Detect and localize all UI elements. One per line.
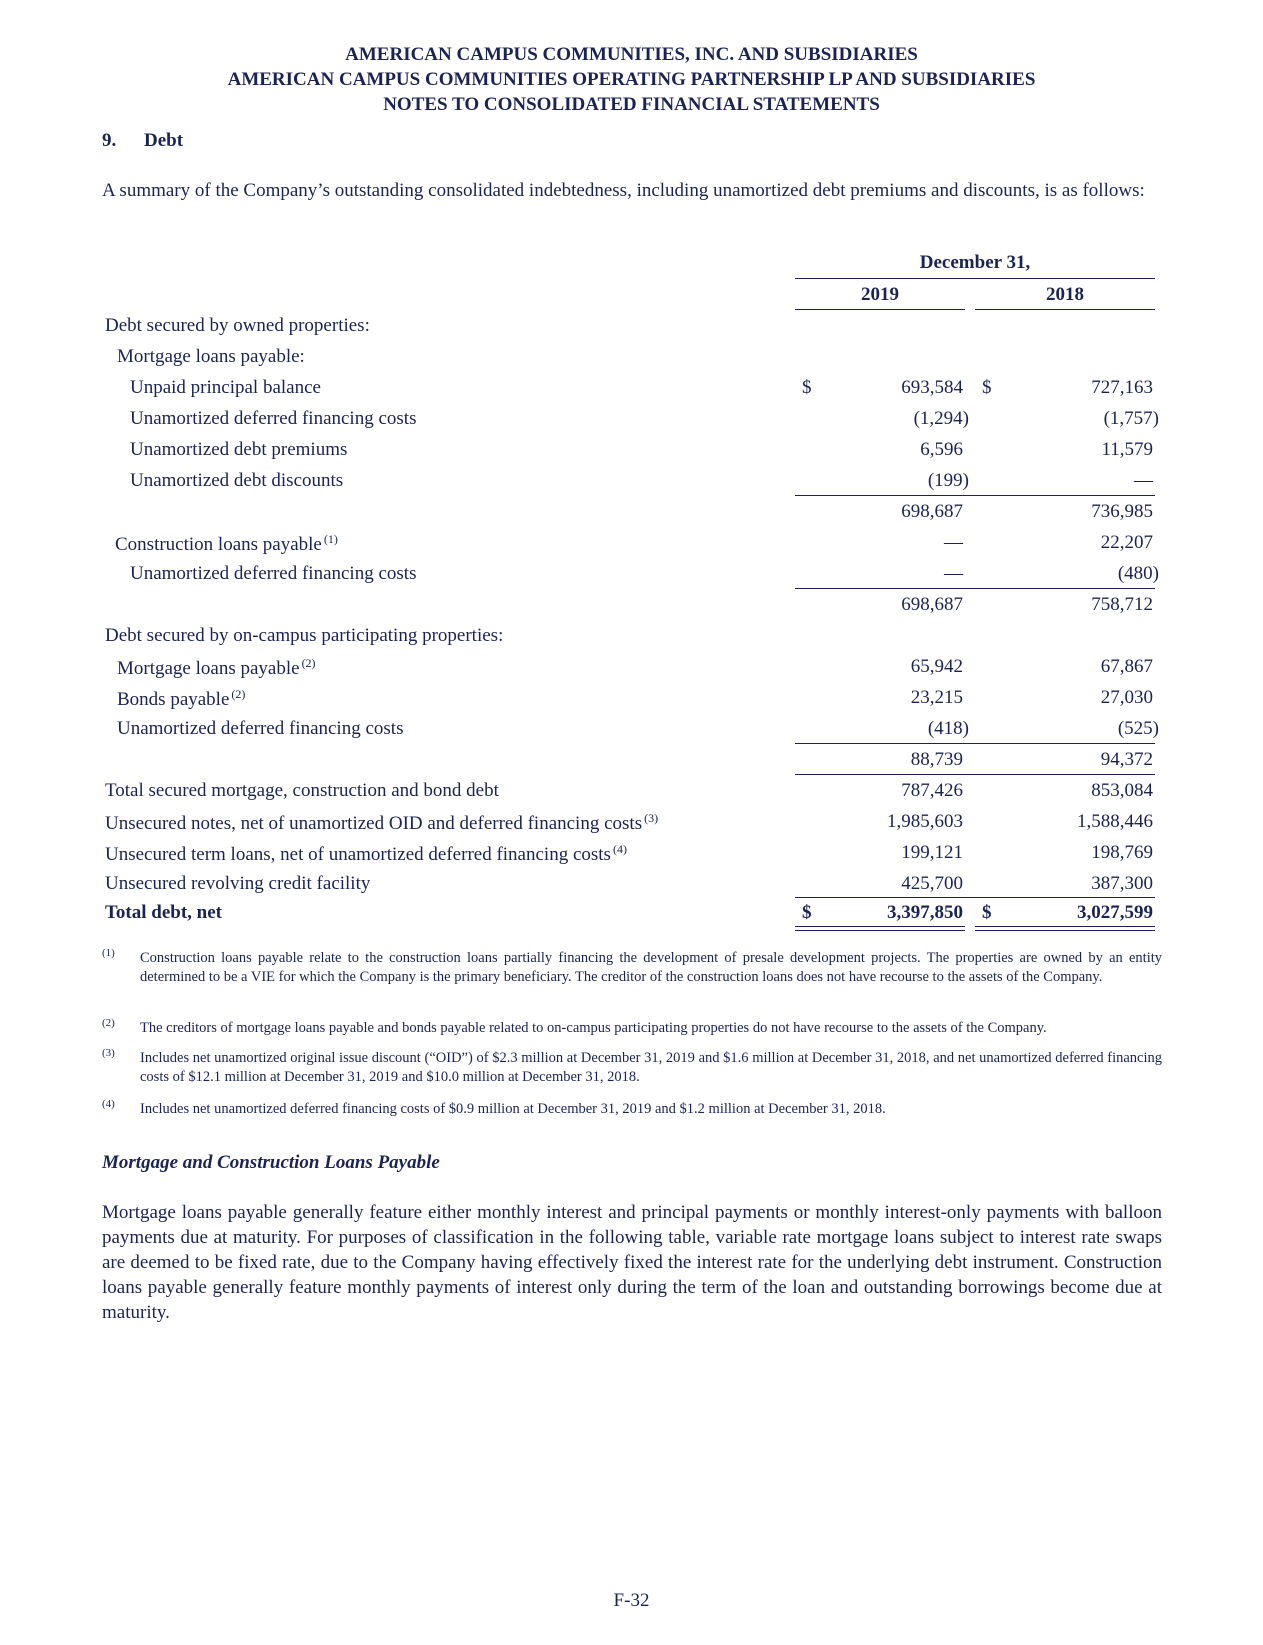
unamort-dfc-2-2018: (480) [1117, 563, 1159, 584]
currency-2019: $ [802, 377, 812, 398]
owned-heading: Debt secured by owned properties: [105, 315, 370, 336]
footnote-2-mark: (2) [102, 1017, 115, 1029]
unamort-premiums-2019: 6,596 [920, 439, 963, 460]
subtotal-rule [795, 495, 1155, 496]
footnote-1-mark: (1) [102, 947, 115, 959]
bonds-payable-label: Bonds payable $^{(2)}$ [117, 687, 246, 710]
revolver-label: Unsecured revolving credit facility [105, 873, 371, 894]
unsecured-term-2018: 198,769 [1091, 842, 1153, 863]
column-2018-rule [975, 309, 1155, 310]
unpaid-principal-2019: 693,584 [901, 377, 963, 398]
construction-loans-2018: 22,207 [1100, 532, 1153, 553]
period-header: December 31, [919, 252, 1031, 273]
intro-paragraph: A summary of the Company’s outstanding consolidated indebtedness, including unamortized debt premiums and discounts, is as follows: [102, 180, 1145, 201]
footnote-4-mark: (4) [102, 1098, 115, 1110]
section-number: 9. [102, 130, 117, 151]
period-header-rule [795, 278, 1155, 279]
revolver-2018: 387,300 [1091, 873, 1153, 894]
total-currency-2019: $ [802, 902, 812, 923]
total-secured-label: Total secured mortgage, construction and bond debt [105, 780, 499, 801]
unamort-premiums-label: Unamortized debt premiums [130, 439, 348, 460]
unpaid-principal-label: Unpaid principal balance [130, 377, 321, 398]
oncampus-heading: Debt secured by on-campus participating properties: [105, 625, 504, 646]
total-currency-2018: $ [982, 902, 992, 923]
construction-loans-2019: — [944, 532, 963, 553]
construction-loans-label: Construction loans payable $^{(1)}$ [115, 532, 338, 555]
mortgage-subtotal-2019: 698,687 [901, 501, 963, 522]
total-double-rule-2019 [795, 926, 965, 931]
total-debt-2019: 3,397,850 [887, 902, 963, 923]
unsecured-term-label: Unsecured term loans, net of unamortized deferred financing costs $^{(4)}$ [105, 842, 627, 865]
owned-subtotal-2018: 758,712 [1091, 594, 1153, 615]
section-title [102, 130, 183, 152]
total-secured-2018: 853,084 [1091, 780, 1153, 801]
oncampus-mortgage-2019: 65,942 [910, 656, 963, 677]
footnote-2-text: The creditors of mortgage loans payable and bonds payable related to on-campus participating properties do not have recourse to the assets of the Company. [140, 1020, 1047, 1036]
unpaid-principal-2018: 727,163 [1091, 377, 1153, 398]
footnote-4-text: Includes net unamortized deferred financing costs of $0.9 million at December 31, 2019 and $1.2 million at December 31, 2018. [140, 1101, 886, 1117]
subtotal-rule [795, 897, 1155, 898]
header-line-3: NOTES TO CONSOLIDATED FINANCIAL STATEMENTS [383, 94, 880, 115]
unsecured-notes-label: Unsecured notes, net of unamortized OID and deferred financing costs $^{(3)}$ [105, 811, 659, 834]
subtotal-rule [795, 774, 1155, 775]
unamort-dfc-3-label: Unamortized deferred financing costs [117, 718, 404, 739]
total-debt-label: Total debt, net [105, 902, 223, 923]
total-debt-2018: 3,027,599 [1077, 902, 1153, 923]
total-secured-2019: 787,426 [901, 780, 963, 801]
subtotal-rule [795, 743, 1155, 744]
header-line-1: AMERICAN CAMPUS COMMUNITIES, INC. AND SUBSIDIARIES [345, 44, 918, 65]
unamort-dfc-3-2019: (418) [927, 718, 969, 739]
mortgage-subtotal-2018: 736,985 [1091, 501, 1153, 522]
oncampus-mortgage-2018: 67,867 [1100, 656, 1153, 677]
column-2018: 2018 [1046, 284, 1084, 305]
header-line-2: AMERICAN CAMPUS COMMUNITIES OPERATING PARTNERSHIP LP AND SUBSIDIARIES [227, 69, 1036, 90]
bonds-payable-2019: 23,215 [910, 687, 963, 708]
footnote-1-text: Construction loans payable relate to the construction loans partially financing the development of presale development projects. The properties are owned by an entity determined to be a VIE for which the Company is the primary beneficiary. The creditor of the construction loans does not have recourse to the assets of the Company. [140, 950, 1162, 985]
unsecured-term-2019: 199,121 [901, 842, 963, 863]
page-number: F-32 [613, 1590, 650, 1611]
total-double-rule-2018 [975, 926, 1155, 931]
subheading: Mortgage and Construction Loans Payable [102, 1152, 440, 1173]
unamort-dfc-3-2018: (525) [1117, 718, 1159, 739]
section-name: Debt [144, 130, 184, 151]
bonds-payable-2018: 27,030 [1100, 687, 1153, 708]
unamort-dfc-2-label: Unamortized deferred financing costs [130, 563, 417, 584]
column-2019: 2019 [861, 284, 899, 305]
footnote-3-text: Includes net unamortized original issue discount (“OID”) of $2.3 million at December 31, 2019 and $1.6 million at December 31, 2018, and net unamortized deferred financing costs of $12.1 million at December 31, 2019 and $10.0 million at December 31, 2018. [140, 1050, 1162, 1085]
mortgage-heading: Mortgage loans payable: [117, 346, 305, 367]
unamort-dfc-1-2018: (1,757) [1103, 408, 1159, 429]
subtotal-rule [795, 588, 1155, 589]
currency-2018: $ [982, 377, 992, 398]
revolver-2019: 425,700 [901, 873, 963, 894]
unsecured-notes-2019: 1,985,603 [887, 811, 963, 832]
footnote-3-mark: (3) [102, 1047, 115, 1059]
unamort-discounts-label: Unamortized debt discounts [130, 470, 344, 491]
body-paragraph: Mortgage loans payable generally feature either monthly interest and principal payments or monthly interest-only payments with balloon payments due at maturity. For purposes of classification in the following table, variable rate mortgage loans subject to interest rate swaps are deemed to be fixed rate, due to the Company having effectively fixed the interest rate for the underlying debt instrument. Construction loans payable generally feature monthly payments of interest only during the term of the loan and outstanding borrowings become due at maturity. [102, 1202, 1162, 1323]
unamort-discounts-2018: — [1134, 470, 1153, 491]
unsecured-notes-2018: 1,588,446 [1077, 811, 1153, 832]
oncampus-subtotal-2018: 94,372 [1100, 749, 1153, 770]
oncampus-mortgage-label: Mortgage loans payable $^{(2)}$ [117, 656, 316, 679]
oncampus-subtotal-2019: 88,739 [910, 749, 963, 770]
column-2019-rule [795, 309, 965, 310]
unamort-dfc-1-2019: (1,294) [913, 408, 969, 429]
unamort-premiums-2018: 11,579 [1101, 439, 1153, 460]
unamort-dfc-1-label: Unamortized deferred financing costs [130, 408, 417, 429]
owned-subtotal-2019: 698,687 [901, 594, 963, 615]
unamort-discounts-2019: (199) [927, 470, 969, 491]
unamort-dfc-2-2019: — [944, 563, 963, 584]
